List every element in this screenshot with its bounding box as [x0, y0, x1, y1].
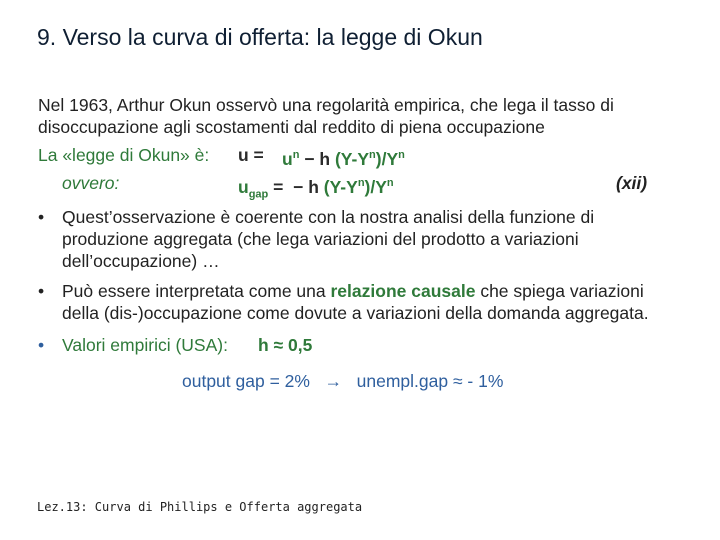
- un-symbol: u: [282, 148, 293, 169]
- slide-title: 9. Verso la curva di offerta: la legge di Okun: [37, 24, 483, 50]
- okun-law-minus-h: − h: [304, 148, 331, 169]
- okun-law-row: [38, 144, 678, 172]
- bullet-text: Quest’osservazione è coerente con la nostra analisi della funzione di produzione aggregata (che lega variazioni del prodotto a variazioni dell’occupazione) …: [62, 207, 595, 271]
- un-sup: n: [292, 149, 300, 161]
- ugap-symbol: u: [238, 176, 249, 197]
- empirical-example: output gap = 2% → unempl.gap ≈ - 1%: [182, 371, 504, 391]
- ovvero-expr: (Y-Y: [323, 176, 358, 197]
- bullet-dot: •: [38, 335, 45, 355]
- bullet-item: [38, 334, 678, 358]
- intro-paragraph: Nel 1963, Arthur Okun osservò una regolarità empirica, che lega il tasso di disoccupazione agli scostamenti dal reddito di piena occupazione: [38, 95, 614, 137]
- okun-law-expr-sup: n: [369, 149, 376, 161]
- empirical-value: h ≈ 0,5: [258, 335, 313, 355]
- bullet-highlight: relazione causale: [330, 281, 476, 301]
- ugap-sub: gap: [248, 188, 269, 201]
- okun-law-rhs: [282, 144, 405, 170]
- equation-tag: (xii): [616, 173, 648, 193]
- ovvero-expr-tail-sup: n: [386, 177, 394, 189]
- ovvero-eq: =: [273, 176, 284, 197]
- bullet-item: [38, 280, 678, 324]
- slide-footer: Lez.13: Curva di Phillips e Offerta aggregata: [37, 500, 363, 514]
- bullet-text-pre: Può essere interpretata come una: [62, 281, 331, 301]
- okun-law-expr-tail: )/Y: [375, 148, 399, 169]
- okun-law-expr: (Y-Y: [334, 148, 370, 169]
- slide-body: [38, 94, 678, 392]
- ovvero-expr-tail: )/Y: [364, 176, 387, 197]
- empirical-label: Valori empirici (USA):: [62, 335, 228, 355]
- bullet-dot: •: [38, 281, 45, 301]
- okun-law-expr-tail-sup: n: [398, 149, 405, 161]
- ovvero-minus-h: − h: [293, 176, 319, 197]
- ovvero-formula: [238, 172, 394, 205]
- bullet-dot: •: [38, 207, 45, 227]
- okun-law-lhs: u =: [238, 145, 264, 165]
- bullet-text-post: che spiega variazioni della (dis-)occupazione come dovute a variazioni della domanda aggregata.: [62, 281, 649, 323]
- ovvero-row: [38, 172, 678, 200]
- okun-law-label: La «legge di Okun» è:: [38, 145, 210, 165]
- ovvero-label: ovvero:: [62, 173, 120, 193]
- bullet-item: [38, 206, 678, 272]
- ovvero-expr-sup: n: [357, 177, 365, 189]
